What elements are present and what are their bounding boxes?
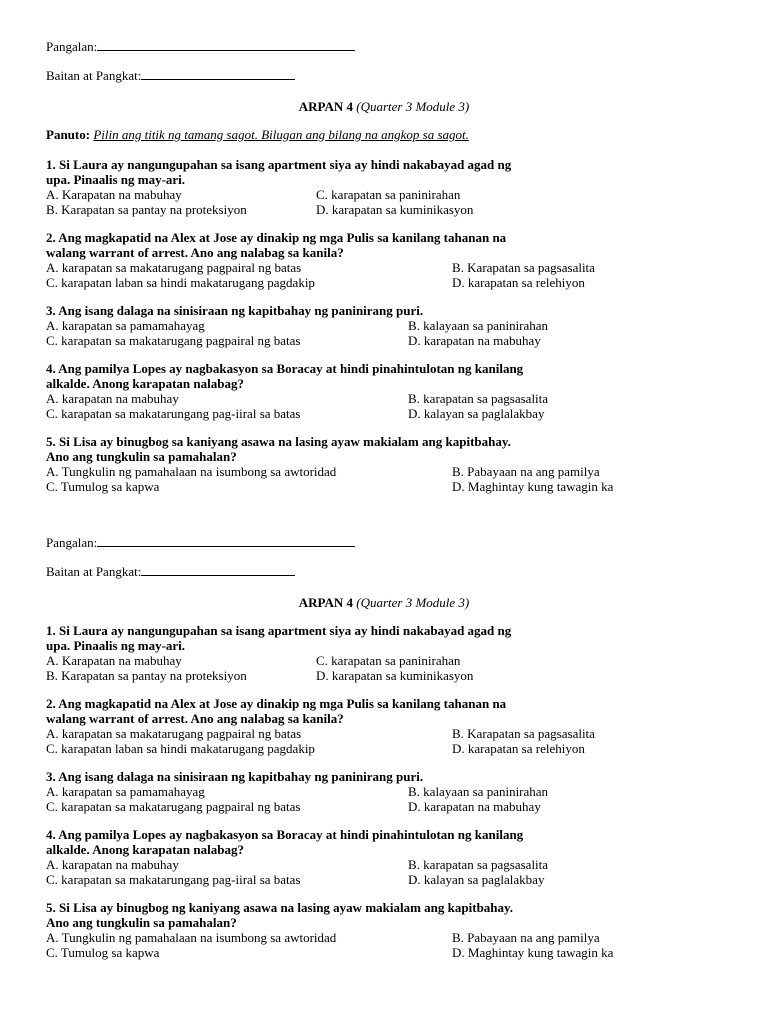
- option-b[interactable]: B. karapatan sa pagsasalita: [408, 857, 549, 872]
- question-5: [46, 900, 686, 960]
- option-a[interactable]: A. karapatan sa pamamahayag: [46, 318, 205, 333]
- name-label: Pangalan:: [46, 535, 98, 550]
- option-b[interactable]: B. kalayaan sa paninirahan: [408, 784, 549, 799]
- option-row: [46, 872, 686, 887]
- name-label: Pangalan:: [46, 39, 98, 54]
- option-row: [46, 653, 686, 668]
- option-c[interactable]: C. Tumulog sa kapwa: [46, 479, 160, 494]
- title-sub: (Quarter 3 Module 3): [356, 595, 470, 610]
- question-2: [46, 230, 686, 290]
- question-stem: 3. Ang isang dalaga na sinisiraan ng kapitbahay ng paninirang puri.: [46, 303, 424, 318]
- question-3: [46, 303, 686, 348]
- title-sub: (Quarter 3 Module 3): [356, 99, 470, 114]
- grade-blank[interactable]: [141, 67, 295, 80]
- option-row: [46, 799, 686, 814]
- question-stem: 1. Si Laura ay nangungupahan sa isang apartment siya ay hindi nakabayad agad ng upa. Pinaalis ng may-ari.: [46, 157, 512, 187]
- question-5: [46, 434, 686, 494]
- option-row: [46, 187, 686, 202]
- option-row: [46, 406, 686, 421]
- option-a[interactable]: A. karapatan na mabuhay: [46, 857, 179, 872]
- option-d[interactable]: D. Maghintay kung tawagin ka: [452, 945, 614, 960]
- question-stem: 1. Si Laura ay nangungupahan sa isang apartment siya ay hindi nakabayad agad ng upa. Pinaalis ng may-ari.: [46, 623, 512, 653]
- option-b[interactable]: B. Karapatan sa pagsasalita: [452, 260, 595, 275]
- option-row: [46, 275, 686, 290]
- option-d[interactable]: D. Maghintay kung tawagin ka: [452, 479, 614, 494]
- option-c[interactable]: C. karapatan sa makatarungang pag-iiral sa batas: [46, 406, 301, 421]
- grade-blank[interactable]: [141, 563, 295, 576]
- question-stem: 5. Si Lisa ay binugbog ng kaniyang asawa na lasing ayaw makialam ang kapitbahay. Ano ang tungkulin sa pamahalan?: [46, 900, 514, 930]
- option-b[interactable]: B. kalayaan sa paninirahan: [408, 318, 549, 333]
- option-b[interactable]: B. Karapatan sa pantay na proteksiyon: [46, 668, 247, 683]
- option-b[interactable]: B. karapatan sa pagsasalita: [408, 391, 549, 406]
- grade-label: Baitan at Pangkat:: [46, 68, 142, 83]
- option-c[interactable]: C. karapatan sa makatarugang pagpairal ng batas: [46, 799, 301, 814]
- title-main: ARPAN 4: [298, 99, 353, 114]
- option-c[interactable]: C. karapatan sa makatarugang pagpairal ng batas: [46, 333, 301, 348]
- option-row: [46, 668, 686, 683]
- grade-section-field: [46, 67, 686, 82]
- question-4: [46, 827, 686, 887]
- worksheet-sheet-1: [46, 38, 686, 507]
- option-b[interactable]: B. Pabayaan na ang pamilya: [452, 464, 600, 479]
- option-row: [46, 333, 686, 348]
- option-row: [46, 391, 686, 406]
- option-c[interactable]: C. karapatan sa paninirahan: [316, 187, 461, 202]
- question-4: [46, 361, 686, 421]
- option-d[interactable]: D. karapatan na mabuhay: [408, 799, 541, 814]
- option-d[interactable]: D. karapatan sa relehiyon: [452, 275, 585, 290]
- question-stem: 2. Ang magkapatid na Alex at Jose ay dinakip ng mga Pulis sa kanilang tahanan na walang warrant of arrest. Ano ang nalabag sa kanila?: [46, 230, 507, 260]
- question-3: [46, 769, 686, 814]
- question-stem: 5. Si Lisa ay binugbog sa kaniyang asawa na lasing ayaw makialam ang kapitbahay. Ano ang tungkulin sa pamahalan?: [46, 434, 511, 464]
- option-c[interactable]: C. Tumulog sa kapwa: [46, 945, 160, 960]
- option-d[interactable]: D. karapatan sa relehiyon: [452, 741, 585, 756]
- option-a[interactable]: A. karapatan sa makatarugang pagpairal ng batas: [46, 726, 302, 741]
- worksheet-sheet-2: [46, 534, 686, 973]
- name-field: [46, 534, 686, 549]
- question-1: [46, 157, 686, 217]
- question-stem: 2. Ang magkapatid na Alex at Jose ay dinakip ng mga Pulis sa kanilang tahanan na walang warrant of arrest. Ano ang nalabag sa kanila?: [46, 696, 507, 726]
- option-c[interactable]: C. karapatan sa paninirahan: [316, 653, 461, 668]
- directions-label: Panuto:: [46, 127, 91, 142]
- option-d[interactable]: D. karapatan sa kuminikasyon: [316, 668, 474, 683]
- directions-text: Pilin ang titik ng tamang sagot. Bilugan ang bilang na angkop sa sagot.: [93, 127, 469, 142]
- question-stem: 4. Ang pamilya Lopes ay nagbakasyon sa Boracay at hindi pinahintulotan ng kanilang alkalde. Anong karapatan nalabag?: [46, 361, 524, 391]
- option-row: [46, 930, 686, 945]
- option-c[interactable]: C. karapatan laban sa hindi makatarugang pagdakip: [46, 741, 315, 756]
- option-row: [46, 857, 686, 872]
- option-b[interactable]: B. Karapatan sa pagsasalita: [452, 726, 595, 741]
- grade-label: Baitan at Pangkat:: [46, 564, 142, 579]
- option-a[interactable]: A. Karapatan na mabuhay: [46, 653, 182, 668]
- option-row: [46, 318, 686, 333]
- option-b[interactable]: B. Pabayaan na ang pamilya: [452, 930, 600, 945]
- name-field: [46, 38, 686, 53]
- option-row: [46, 202, 686, 217]
- option-a[interactable]: A. Tungkulin ng pamahalaan na isumbong sa awtoridad: [46, 464, 337, 479]
- option-b[interactable]: B. Karapatan sa pantay na proteksiyon: [46, 202, 247, 217]
- option-a[interactable]: A. karapatan na mabuhay: [46, 391, 179, 406]
- option-row: [46, 945, 686, 960]
- option-a[interactable]: A. Karapatan na mabuhay: [46, 187, 182, 202]
- name-blank[interactable]: [97, 534, 355, 547]
- option-row: [46, 784, 686, 799]
- option-a[interactable]: A. karapatan sa makatarugang pagpairal ng batas: [46, 260, 302, 275]
- title-main: ARPAN 4: [298, 595, 353, 610]
- directions: [46, 127, 506, 157]
- option-c[interactable]: C. karapatan sa makatarungang pag-iiral sa batas: [46, 872, 301, 887]
- question-stem: 4. Ang pamilya Lopes ay nagbakasyon sa Boracay at hindi pinahintulotan ng kanilang alkalde. Anong karapatan nalabag?: [46, 827, 524, 857]
- name-blank[interactable]: [97, 38, 355, 51]
- worksheet-title: [0, 99, 722, 114]
- option-d[interactable]: D. karapatan na mabuhay: [408, 333, 541, 348]
- option-c[interactable]: C. karapatan laban sa hindi makatarugang pagdakip: [46, 275, 315, 290]
- option-row: [46, 464, 686, 479]
- option-d[interactable]: D. kalayan sa paglalakbay: [408, 872, 545, 887]
- worksheet-title: [0, 595, 722, 610]
- option-row: [46, 260, 686, 275]
- question-stem: 3. Ang isang dalaga na sinisiraan ng kapitbahay ng paninirang puri.: [46, 769, 424, 784]
- option-d[interactable]: D. kalayan sa paglalakbay: [408, 406, 545, 421]
- option-row: [46, 479, 686, 494]
- grade-section-field: [46, 563, 686, 578]
- option-row: [46, 726, 686, 741]
- question-2: [46, 696, 686, 756]
- option-a[interactable]: A. Tungkulin ng pamahalaan na isumbong sa awtoridad: [46, 930, 337, 945]
- option-d[interactable]: D. karapatan sa kuminikasyon: [316, 202, 474, 217]
- option-row: [46, 741, 686, 756]
- question-1: [46, 623, 686, 683]
- option-a[interactable]: A. karapatan sa pamamahayag: [46, 784, 205, 799]
